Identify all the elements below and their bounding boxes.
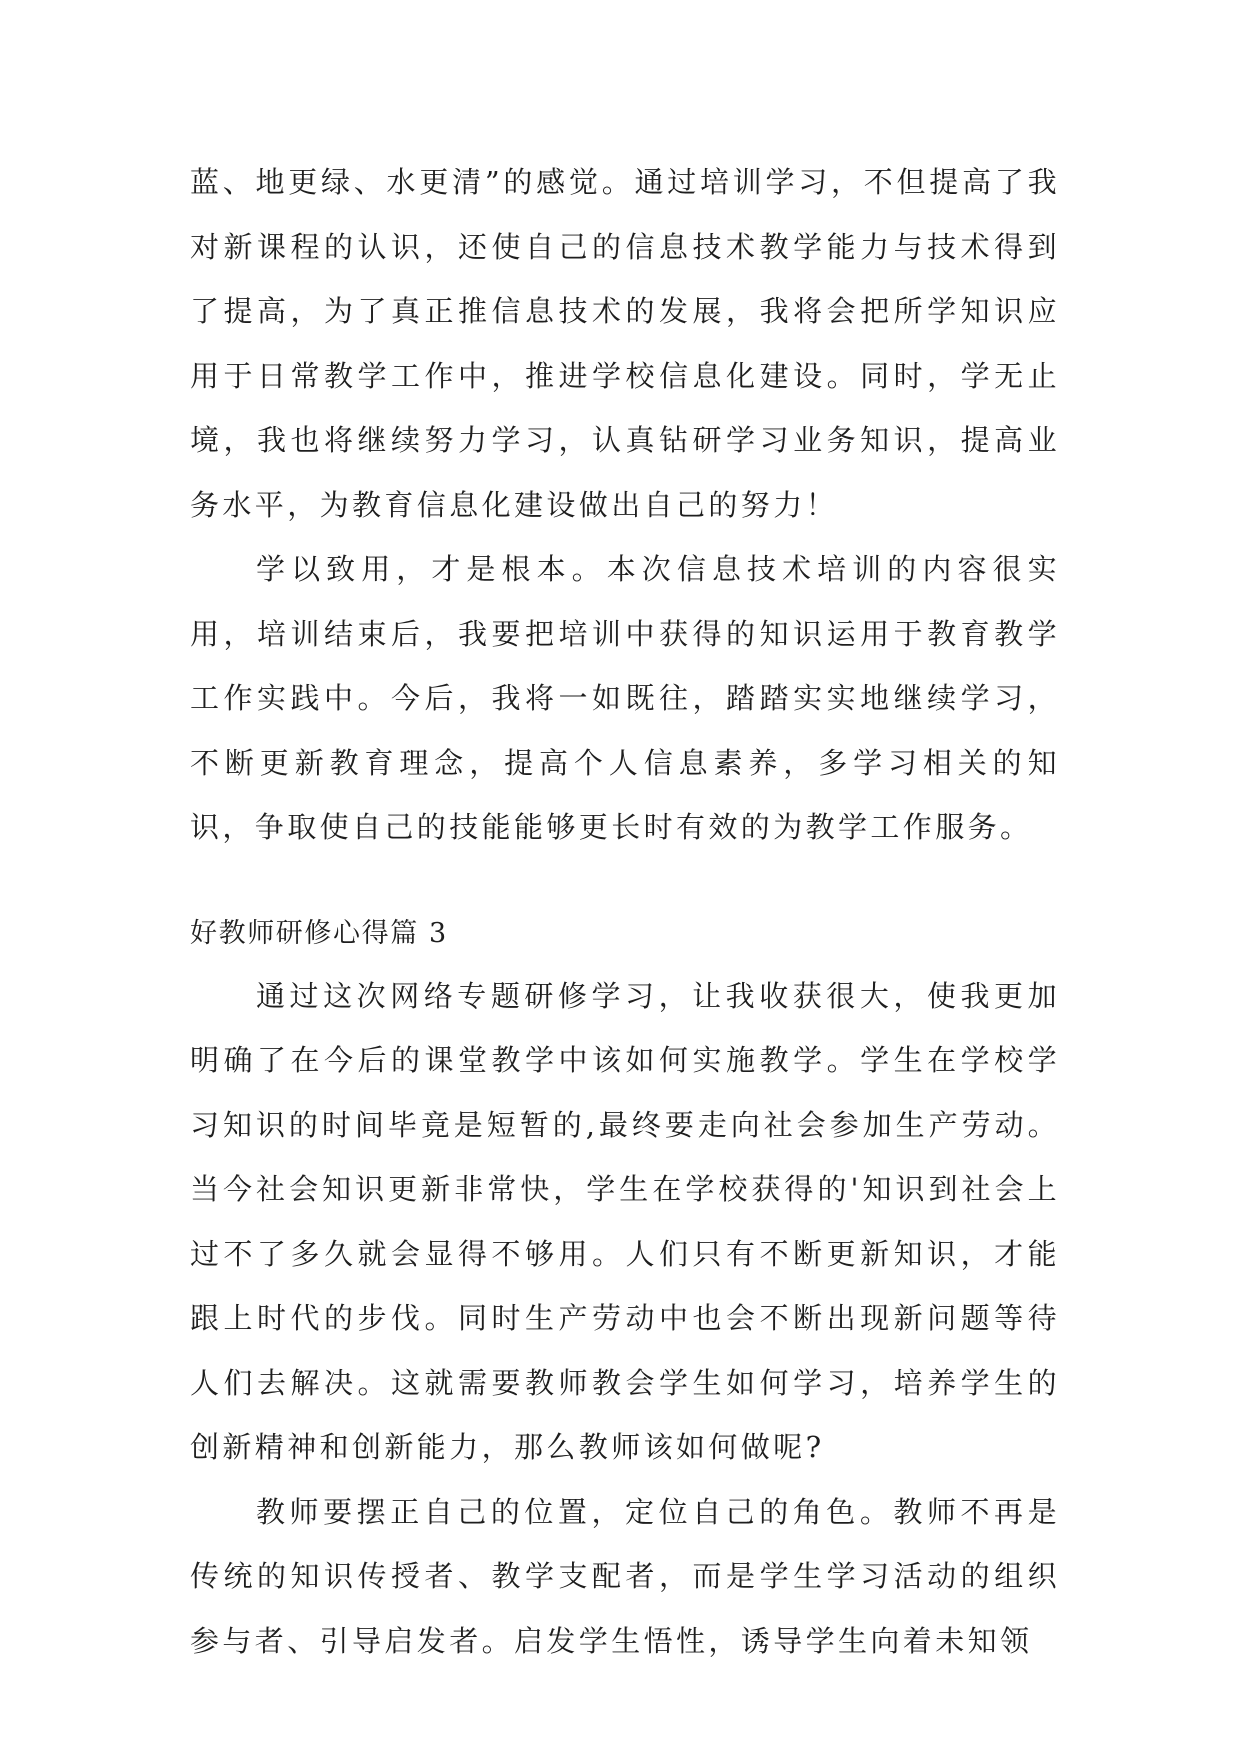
paragraph-continued: 蓝、地更绿、水更清”的感觉。通过培训学习，不但提高了我对新课程的认识，还使自己的信息技术教学能力与技术得到了提高，为了真正推信息技术的发展，我将会把所学知识应用于日常教学工作中，推进学校信息化建设。同时，学无止境，我也将继续努力学习，认真钻研学习业务知识，提高业务水平，为教育信息化建设做出自己的努力！: [190, 165, 1060, 522]
paragraph-apply-learning: 学以致用，才是根本。本次信息技术培训的内容很实用，培训结束后，我要把培训中获得的知识运用于教育教学工作实践中。今后，我将一如既往，踏踏实实地继续学习，不断更新教育理念，提高个人信息素养，多学习相关的知识，争取使自己的技能能够更长时有效的为教学工作服务。: [190, 552, 1060, 844]
paragraph-online-study: 通过这次网络专题研修学习，让我收获很大，使我更加明确了在今后的课堂教学中该如何实施教学。学生在学校学习知识的时间毕竟是短暂的,最终要走向社会参加生产劳动。当今社会知识更新非常快，学生在学校获得的'知识到社会上过不了多久就会显得不够用。人们只有不断更新知识，才能跟上时代的步伐。同时生产劳动中也会不断出现新问题等待人们去解决。这就需要教师教会学生如何学习，培养学生的创新精神和创新能力，那么教师该如何做呢?: [190, 978, 1060, 1464]
document-page: [190, 150, 1060, 1673]
paragraph-teacher-role: 教师要摆正自己的位置，定位自己的角色。教师不再是传统的知识传授者、教学支配者，而是学生学习活动的组织参与者、引导启发者。启发学生悟性，诱导学生向着未知领: [190, 1494, 1060, 1658]
section-title: 好教师研修心得篇 3: [190, 917, 448, 949]
